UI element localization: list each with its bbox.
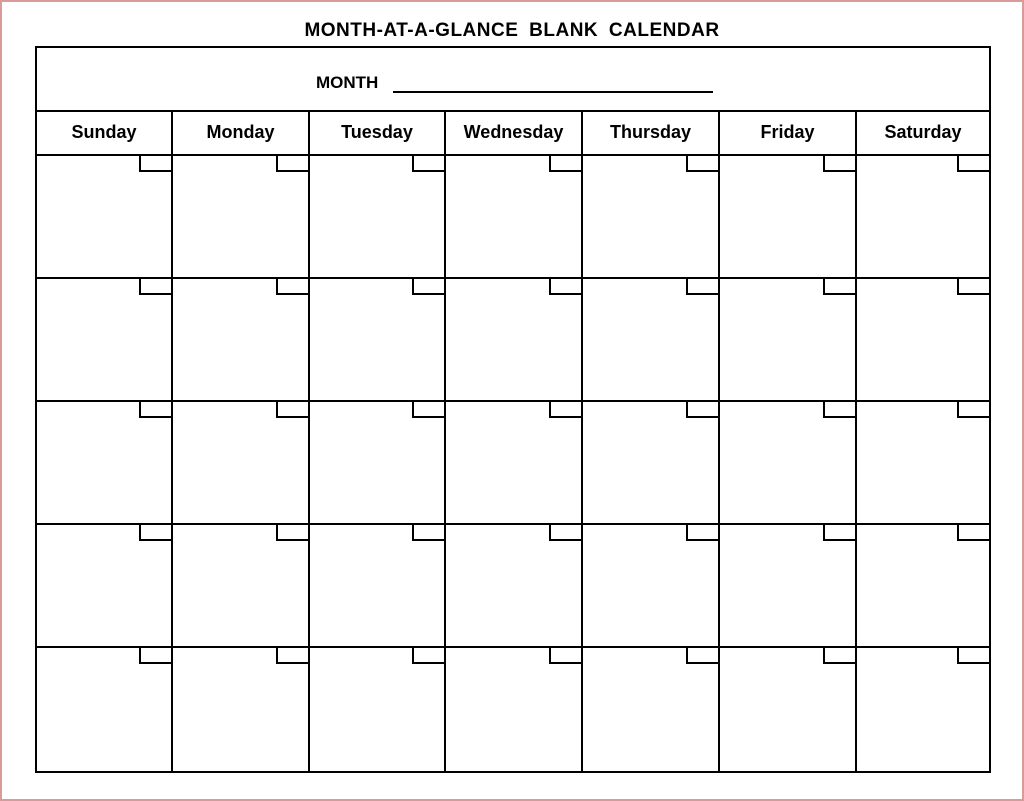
weekday-header-wednesday: Wednesday: [446, 112, 583, 154]
date-number-box: [957, 156, 989, 172]
date-number-box: [139, 402, 171, 418]
day-cell[interactable]: [446, 402, 583, 523]
date-number-box: [686, 402, 718, 418]
day-cell[interactable]: [583, 648, 720, 771]
weekday-header-sunday: Sunday: [37, 112, 173, 154]
calendar-grid: [35, 46, 991, 773]
weekday-header-tuesday: Tuesday: [310, 112, 446, 154]
day-cell[interactable]: [310, 525, 446, 646]
date-number-box: [549, 525, 581, 541]
day-cell[interactable]: [446, 525, 583, 646]
day-cell[interactable]: [720, 156, 857, 277]
month-row: [37, 48, 989, 112]
date-number-box: [412, 402, 444, 418]
day-cell[interactable]: [446, 156, 583, 277]
date-number-box: [549, 402, 581, 418]
date-number-box: [686, 648, 718, 664]
date-number-box: [686, 156, 718, 172]
date-number-box: [412, 279, 444, 295]
date-number-box: [139, 648, 171, 664]
date-number-box: [276, 279, 308, 295]
date-number-box: [957, 279, 989, 295]
day-cell[interactable]: [720, 525, 857, 646]
date-number-box: [139, 279, 171, 295]
date-number-box: [139, 525, 171, 541]
day-cell[interactable]: [720, 648, 857, 771]
date-number-box: [276, 402, 308, 418]
day-cell[interactable]: [446, 648, 583, 771]
date-number-box: [823, 648, 855, 664]
date-number-box: [957, 525, 989, 541]
week-row: [37, 648, 989, 771]
day-cell[interactable]: [310, 648, 446, 771]
date-number-box: [276, 156, 308, 172]
day-cell[interactable]: [173, 156, 310, 277]
day-cell[interactable]: [310, 279, 446, 400]
day-cell[interactable]: [37, 279, 173, 400]
date-number-box: [686, 525, 718, 541]
calendar-title: MONTH-AT-A-GLANCE BLANK CALENDAR: [304, 20, 720, 41]
day-cell[interactable]: [583, 402, 720, 523]
day-cell[interactable]: [173, 648, 310, 771]
day-cell[interactable]: [857, 648, 989, 771]
weekday-header-row: [37, 112, 989, 156]
day-cell[interactable]: [583, 156, 720, 277]
date-number-box: [823, 402, 855, 418]
week-row: [37, 279, 989, 402]
weekday-header-monday: Monday: [173, 112, 310, 154]
day-cell[interactable]: [857, 402, 989, 523]
date-number-box: [276, 648, 308, 664]
week-row: [37, 156, 989, 279]
day-cell[interactable]: [173, 402, 310, 523]
date-number-box: [957, 402, 989, 418]
week-row: [37, 525, 989, 648]
date-number-box: [957, 648, 989, 664]
date-number-box: [139, 156, 171, 172]
day-cell[interactable]: [583, 525, 720, 646]
day-cell[interactable]: [173, 279, 310, 400]
day-cell[interactable]: [37, 156, 173, 277]
day-cell[interactable]: [446, 279, 583, 400]
day-cell[interactable]: [173, 525, 310, 646]
day-cell[interactable]: [37, 402, 173, 523]
day-cell[interactable]: [37, 648, 173, 771]
weekday-header-saturday: Saturday: [884, 122, 962, 142]
weeks-container: [37, 156, 989, 771]
month-write-line: [393, 91, 713, 93]
date-number-box: [549, 648, 581, 664]
day-cell[interactable]: [583, 279, 720, 400]
day-cell[interactable]: [857, 156, 989, 277]
month-label: MONTH: [316, 73, 379, 92]
date-number-box: [276, 525, 308, 541]
date-number-box: [549, 279, 581, 295]
date-number-box: [823, 525, 855, 541]
weekday-header-friday: Friday: [720, 112, 857, 154]
day-cell[interactable]: [720, 402, 857, 523]
day-cell[interactable]: [37, 525, 173, 646]
day-cell[interactable]: [310, 402, 446, 523]
date-number-box: [823, 279, 855, 295]
day-cell[interactable]: [857, 279, 989, 400]
date-number-box: [412, 525, 444, 541]
date-number-box: [686, 279, 718, 295]
day-cell[interactable]: [857, 525, 989, 646]
date-number-box: [549, 156, 581, 172]
date-number-box: [412, 648, 444, 664]
date-number-box: [823, 156, 855, 172]
day-cell[interactable]: [310, 156, 446, 277]
week-row: [37, 402, 989, 525]
day-cell[interactable]: [720, 279, 857, 400]
weekday-header-thursday: Thursday: [583, 112, 720, 154]
date-number-box: [412, 156, 444, 172]
